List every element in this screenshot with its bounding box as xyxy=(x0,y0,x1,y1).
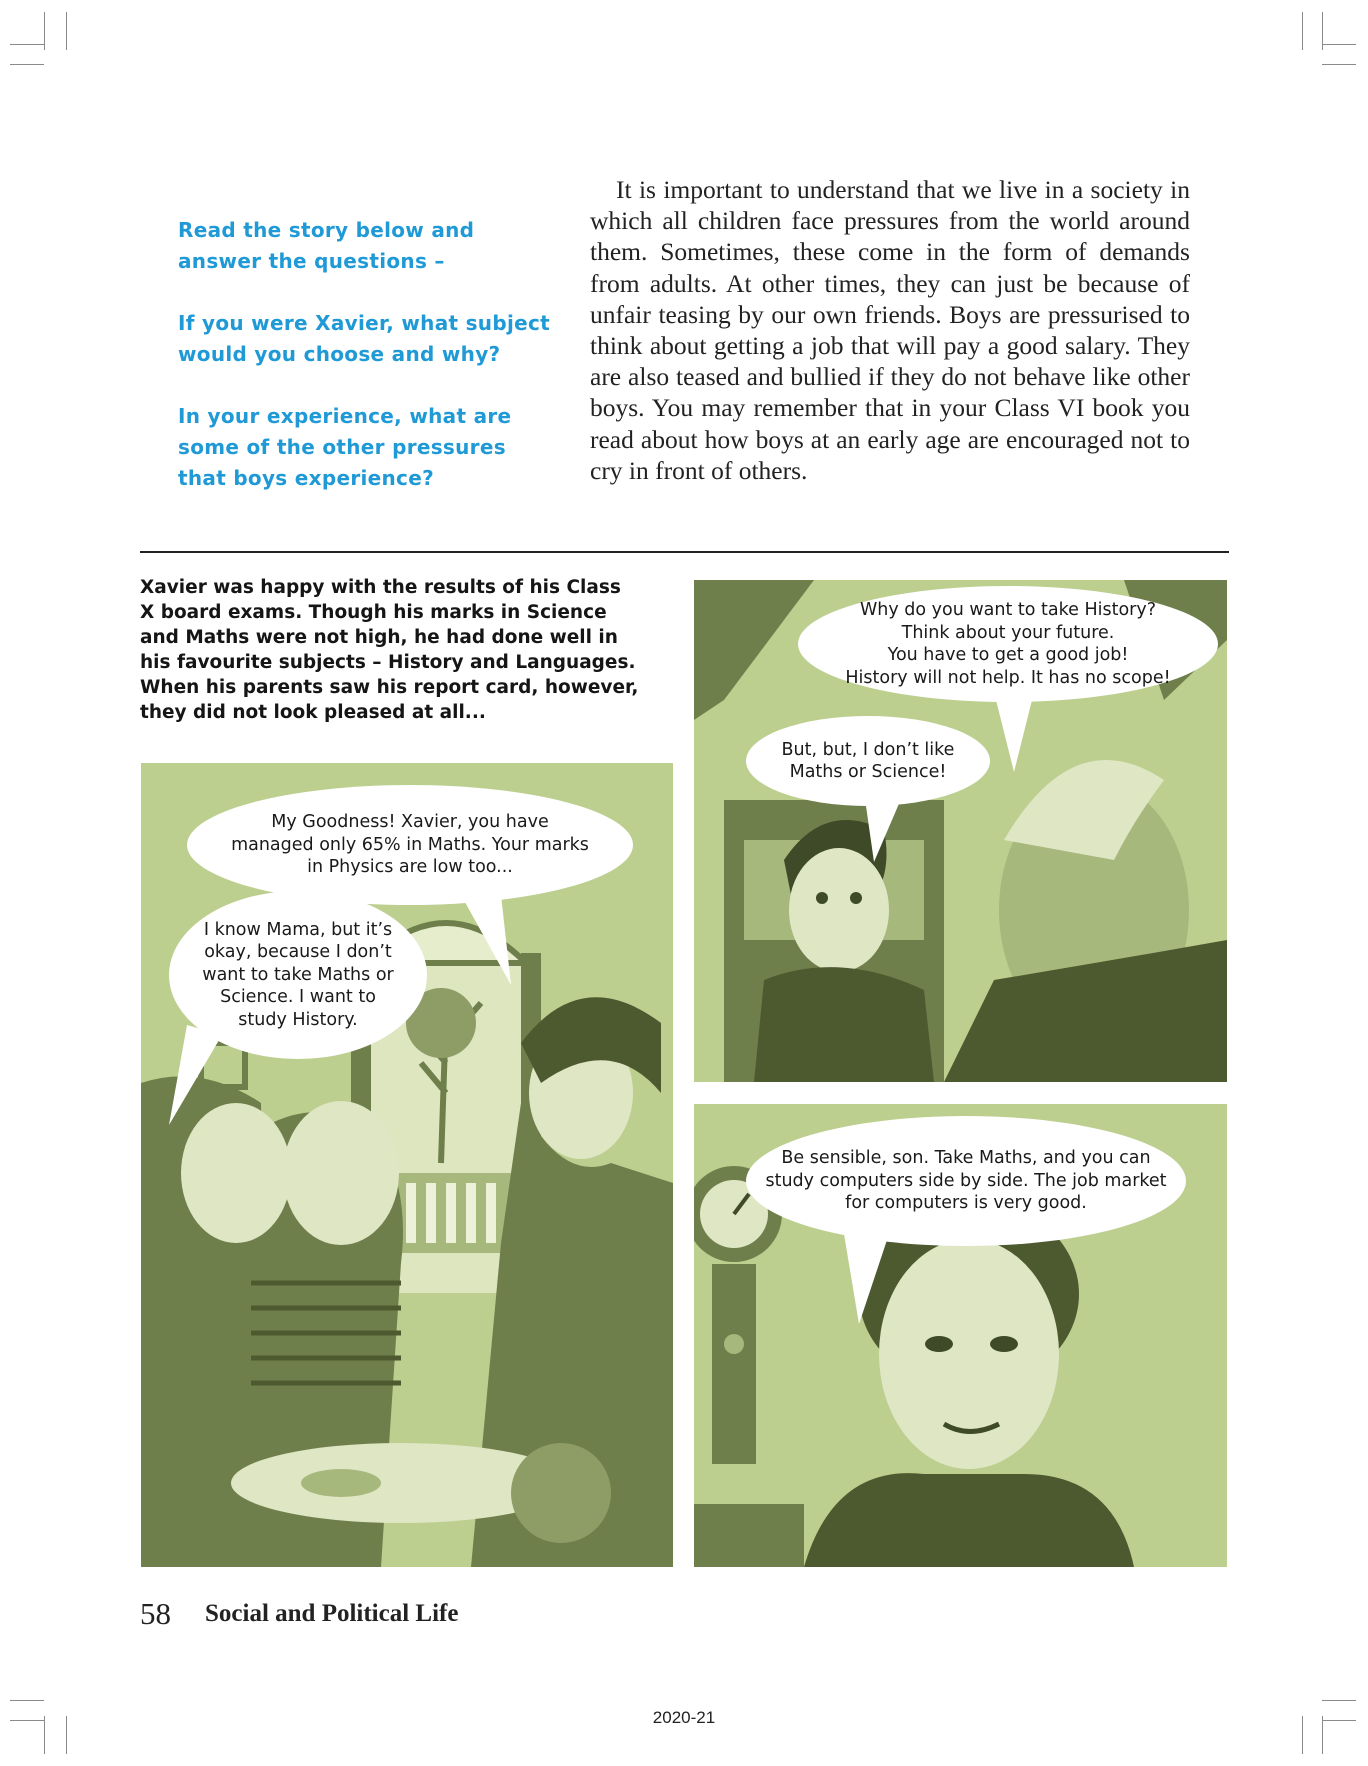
comic-panel-2 xyxy=(694,580,1227,1082)
speech-bubble-text: Be sensible, son. Take Maths, and you can study computers side by side. The job market for computers is very good. xyxy=(765,1148,1167,1214)
speech-bubble-text: But, but, I don’t like Maths or Science! xyxy=(781,739,955,782)
speech-bubble-text: My Goodness! Xavier, you have managed only 65% in Maths. Your marks in Physics are low too... xyxy=(231,812,589,878)
book-title: Social and Political Life xyxy=(205,1600,459,1627)
side-note-question: If you were Xavier, what subject would you choose and why? xyxy=(178,311,551,366)
crop-mark xyxy=(66,12,67,50)
crop-mark xyxy=(10,44,44,45)
speech-tail xyxy=(844,1234,904,1324)
speech-bubble-text: Why do you want to take History? Think about your future. You have to get a good job! History will not help. It has no scope! xyxy=(845,600,1171,688)
speech-tail xyxy=(864,792,924,872)
speech-bubble-mother xyxy=(746,1116,1186,1246)
crop-mark xyxy=(1302,12,1303,50)
side-note-instruction: Read the story below and answer the questions – xyxy=(178,218,475,273)
section-divider xyxy=(140,551,1229,553)
speech-bubble-father xyxy=(798,586,1218,702)
speech-tail xyxy=(167,1025,227,1125)
comic-panel-3 xyxy=(694,1104,1227,1567)
speech-tail xyxy=(461,895,541,985)
speech-bubble-mother xyxy=(187,785,633,905)
crop-mark xyxy=(44,12,45,50)
body-paragraph: It is important to understand that we live in a society in which all children face pressures from the world around them. Sometimes, these come in the form of demands from adults. At other times, they can just be because of unfair teasing by our own friends. Boys are pressurised to think about getting a job that will pay a good salary. They are also teased and bullied if they do not behave like other boys. You may remember that in your Class VI book you read about how boys at an early age are encouraged not to cry in front of others. xyxy=(590,175,1190,485)
crop-mark xyxy=(1322,1700,1356,1701)
edition-year: 2020-21 xyxy=(652,1708,716,1727)
side-note-question: In your experience, what are some of the other pressures that boys experience? xyxy=(178,404,512,490)
side-note xyxy=(178,215,558,525)
speech-tail xyxy=(994,692,1054,772)
page-number: 58 xyxy=(140,1596,171,1631)
speech-bubble-text: I know Mama, but it’s okay, because I don’t want to take Maths or Science. I want to study History. xyxy=(202,919,394,1030)
comic-intro: Xavier was happy with the results of his Class X board exams. Though his marks in Science and Maths were not high, he had done well in his favourite subjects – History and Languages. When his parents saw his report card, however, they did not look pleased at all... xyxy=(140,577,639,723)
crop-mark xyxy=(10,64,44,65)
crop-mark xyxy=(10,1700,44,1701)
crop-mark xyxy=(1322,44,1356,45)
crop-mark xyxy=(1322,64,1356,65)
comic-panel-1 xyxy=(141,763,673,1567)
